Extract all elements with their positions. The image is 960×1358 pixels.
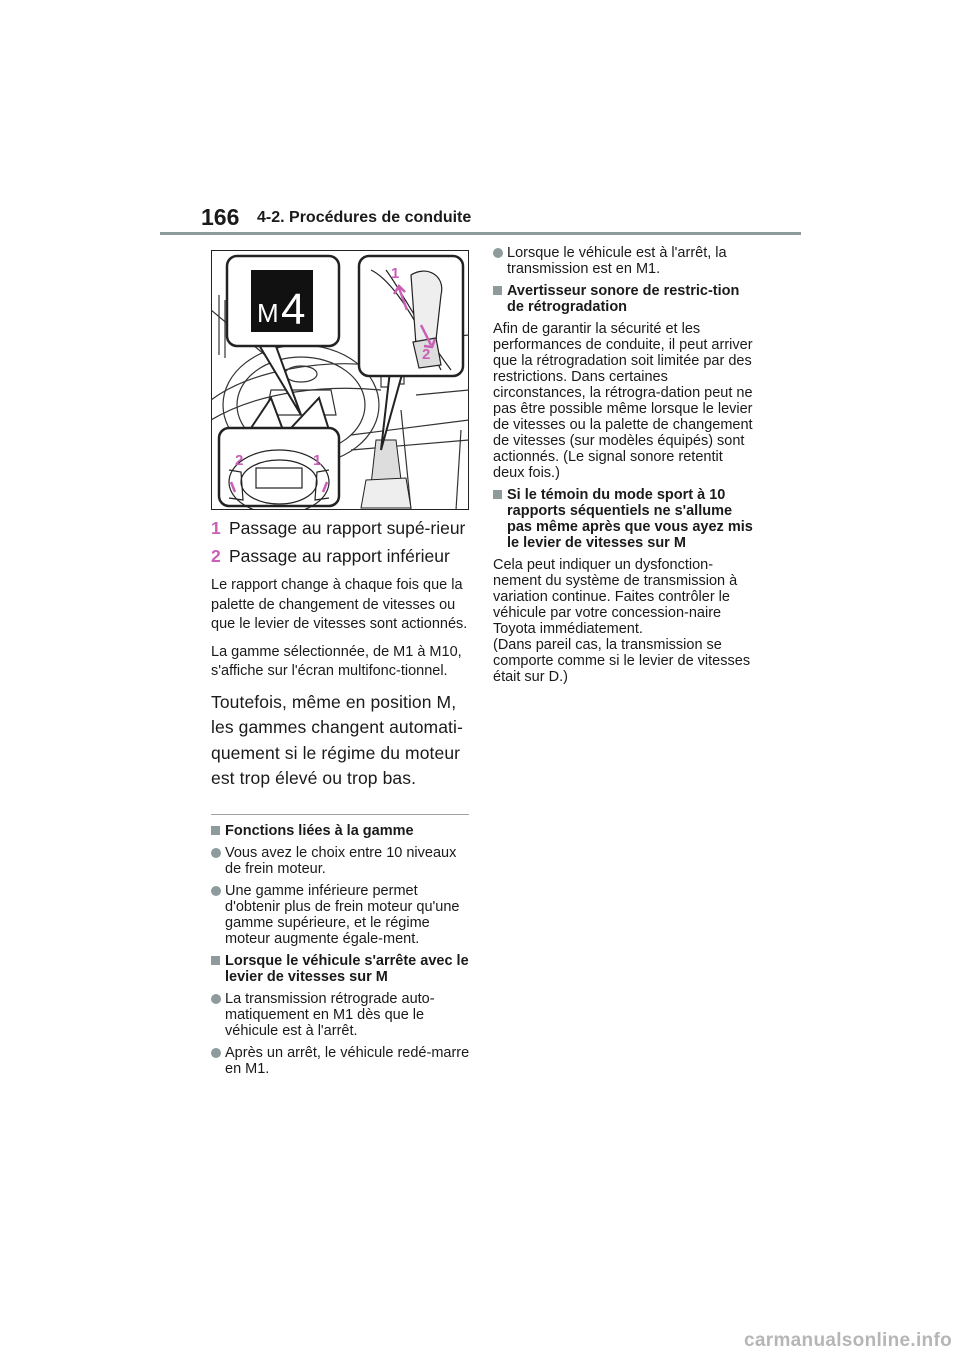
square-bullet-icon [211, 956, 220, 965]
left-column [211, 516, 471, 1083]
list-item: La transmission rétrograde auto-matiquement en M1 dès que le véhicule est à l'arrêt. [211, 991, 471, 1039]
square-bullet-icon [493, 490, 502, 499]
paragraph-downshift-restriction: Afin de garantir la sécurité et les performances de conduite, il peut arriver que la rétrogradation soit limitée par des restrictions. Dans certaines circonstances, la rétrogra-dation peut ne pas être possible même lorsque le levier de vitesses ou la palette de changement de vitesses (sur modèles équipés) sont actionnés. (Le signal sonore retentit deux fois.) [493, 321, 753, 481]
section-heading-sport-indicator: Si le témoin du mode sport à 10 rapports séquentiels ne s'allume pas même après que vous ayez mis le levier de vitesses sur M [493, 487, 755, 551]
callout-downshift-number: 2 [422, 346, 431, 363]
round-bullet-icon [211, 1048, 221, 1058]
note-auto-change: Toutefois, même en position M, les gammes changent automati-quement si le régime du moteur est trop élevé ou trop bas. [211, 691, 463, 788]
page-header [0, 0, 960, 240]
footer-watermark: carmanualsonline.info [744, 1330, 952, 1351]
paragraph-malfunction: Cela peut indiquer un dysfonction-nement du système de transmission à variation continue. Faites contrôler le véhicule par votre concession-naire Toyota immédiatement. (Dans pareil cas, la transmission se comporte comme si le levier de vitesses était sur D.) [493, 557, 751, 685]
display-mode-letter: M [257, 298, 279, 328]
round-bullet-icon [211, 886, 221, 896]
square-bullet-icon [493, 286, 502, 295]
note-range-display: La gamme sélectionnée, de M1 à M10, s'affiche sur l'écran multifonc-tionnel. [211, 643, 462, 679]
numbered-item-downshift [211, 544, 471, 568]
round-bullet-icon [211, 994, 221, 1004]
gear-shift-illustration [211, 250, 469, 510]
square-bullet-icon [211, 826, 220, 835]
list-item: Après un arrêt, le véhicule redé-marre en M1. [211, 1045, 471, 1077]
paddle-right-number: 1 [313, 452, 322, 469]
section-title: 4-2. Procédures de conduite [257, 209, 472, 226]
section-heading-downshift-buzzer: Avertisseur sonore de restric-tion de rétrogradation [493, 283, 755, 315]
item-text: Passage au rapport supé-rieur [229, 518, 466, 538]
round-bullet-icon [493, 248, 503, 258]
callout-upshift-number: 1 [391, 265, 400, 282]
numbered-item-upshift [211, 516, 471, 540]
item-text: Passage au rapport inférieur [229, 546, 450, 566]
item-number: 1 [211, 518, 221, 538]
right-column [493, 245, 755, 691]
item-number: 2 [211, 546, 221, 566]
list-item: Vous avez le choix entre 10 niveaux de frein moteur. [211, 845, 471, 877]
round-bullet-icon [211, 848, 221, 858]
page-number: 166 [201, 204, 240, 230]
list-item: Une gamme inférieure permet d'obtenir plus de frein moteur qu'une gamme supérieure, et le régime moteur augmente égale-ment. [211, 883, 471, 947]
paddle-left-number: 2 [235, 452, 244, 469]
section-heading-range-functions: Fonctions liées à la gamme [211, 823, 471, 839]
header-rule [160, 232, 801, 235]
list-item: Lorsque le véhicule est à l'arrêt, la transmission est en M1. [493, 245, 755, 277]
section-divider [211, 814, 469, 815]
note-gear-change: Le rapport change à chaque fois que la palette de changement de vitesses ou que le levier de vitesses sont actionnés. [211, 577, 468, 632]
section-heading-vehicle-stop: Lorsque le véhicule s'arrête avec le levier de vitesses sur M [211, 953, 471, 985]
display-gear-digit: 4 [281, 285, 306, 334]
